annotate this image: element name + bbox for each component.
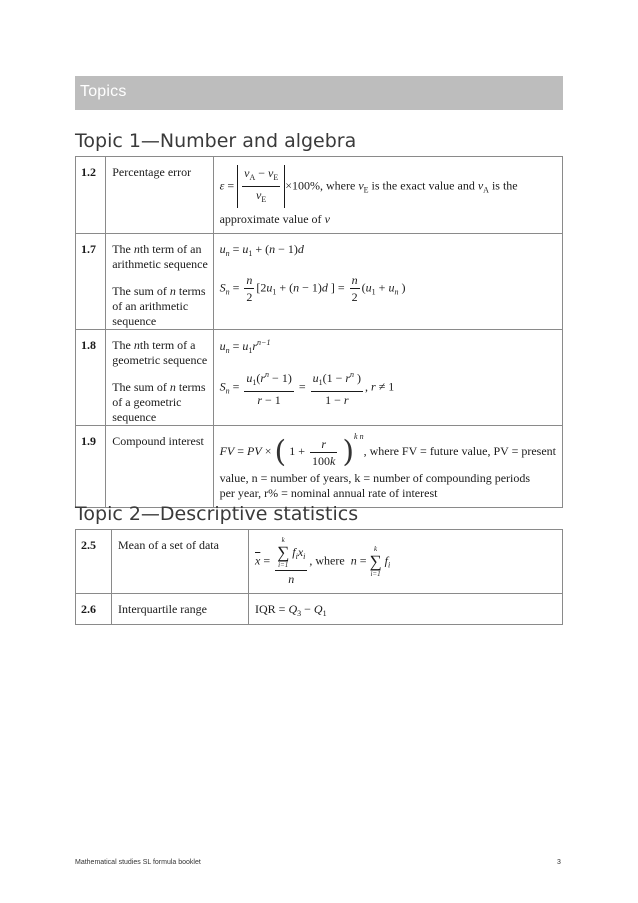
topics-header-band: [75, 76, 563, 110]
section-number: 1.9: [76, 426, 106, 508]
arithmetic-nth-term-formula: $u_n = u_1 + (n - 1)d$: [219, 242, 304, 258]
table-row: [76, 330, 563, 426]
table-row: [76, 157, 563, 234]
topic-2-title: Topic 2—Descriptive statistics: [75, 503, 359, 525]
nth-term-arithmetic-label: The nth term of an arithmetic sequence: [112, 242, 208, 271]
geometric-sum-formula: $S_n$ = $\frac{u_1(r^n - 1)}{r - 1}$ = $\frac{u_1(1 - r^n )}{1 - r}$ , r ≠ 1: [220, 367, 556, 408]
formula-cell: [213, 426, 562, 508]
section-number: 1.8: [76, 330, 106, 426]
topic-1-table: [75, 156, 563, 508]
band-label: Topics: [80, 83, 127, 100]
section-number: 1.2: [76, 157, 106, 234]
table-row: [76, 234, 563, 330]
formula-cell: [213, 234, 562, 330]
compound-interest-formula: FV = PV × ( 1 + $\frac{r}{100k}$ )$^{k n}$, where FV = future value, PV = present: [219, 432, 556, 470]
approximate-value-text: approximate value of v: [219, 212, 330, 226]
compound-interest-definitions: value, n = number of years, k = number of compounding periods per year, r% = nominal annual rate of interest: [219, 470, 531, 500]
row-description: Percentage error: [106, 157, 213, 234]
row-description: Mean of a set of data: [112, 530, 249, 594]
formula-cell: [249, 530, 563, 594]
geometric-nth-term-formula: $u_n = u_1r^{n-1}$: [219, 338, 271, 355]
table-row: [76, 594, 563, 625]
footer-title: Mathematical studies SL formula booklet: [75, 859, 201, 866]
row-description: [106, 330, 213, 426]
sum-geometric-label: The sum of n terms of a geometric sequence: [112, 380, 206, 424]
sum-arithmetic-label: The sum of n terms of an arithmetic sequence: [112, 284, 206, 328]
row-description: Compound interest: [106, 426, 213, 508]
formula-cell: [213, 330, 562, 426]
percentage-error-formula: ε = $\frac{v_A - v_E}{v_E}$ ×100%, where $v_E$ is the exact value and $v_A$ is the: [220, 165, 556, 208]
nth-term-geometric-label: The nth term of a geometric sequence: [112, 338, 208, 367]
topic-1-title: Topic 1—Number and algebra: [75, 130, 357, 152]
page-number: 3: [557, 859, 561, 866]
row-description: Interquartile range: [112, 594, 249, 625]
formula-cell: [213, 157, 562, 234]
formula-cell: [249, 594, 563, 625]
table-row: [76, 426, 563, 508]
topic-2-table: [75, 529, 563, 625]
arithmetic-sum-formula: $S_n$ = $\frac{n}{2}$ [$2u_1 + (n - 1)d$ ] = $\frac{n}{2}$ ($u_1 + u_n$ ): [219, 273, 406, 304]
table-row: [76, 530, 563, 594]
section-number: 2.6: [76, 594, 112, 625]
mean-formula: $\overline{x}$ = k ∑ i=1 $f_ix_i$ n , where n = k ∑ i=1 $f_i$: [255, 536, 391, 586]
section-number: 2.5: [76, 530, 112, 594]
row-description: [106, 234, 213, 330]
iqr-formula: IQR = $Q_3 - Q_1$: [255, 602, 327, 618]
section-number: 1.7: [76, 234, 106, 330]
